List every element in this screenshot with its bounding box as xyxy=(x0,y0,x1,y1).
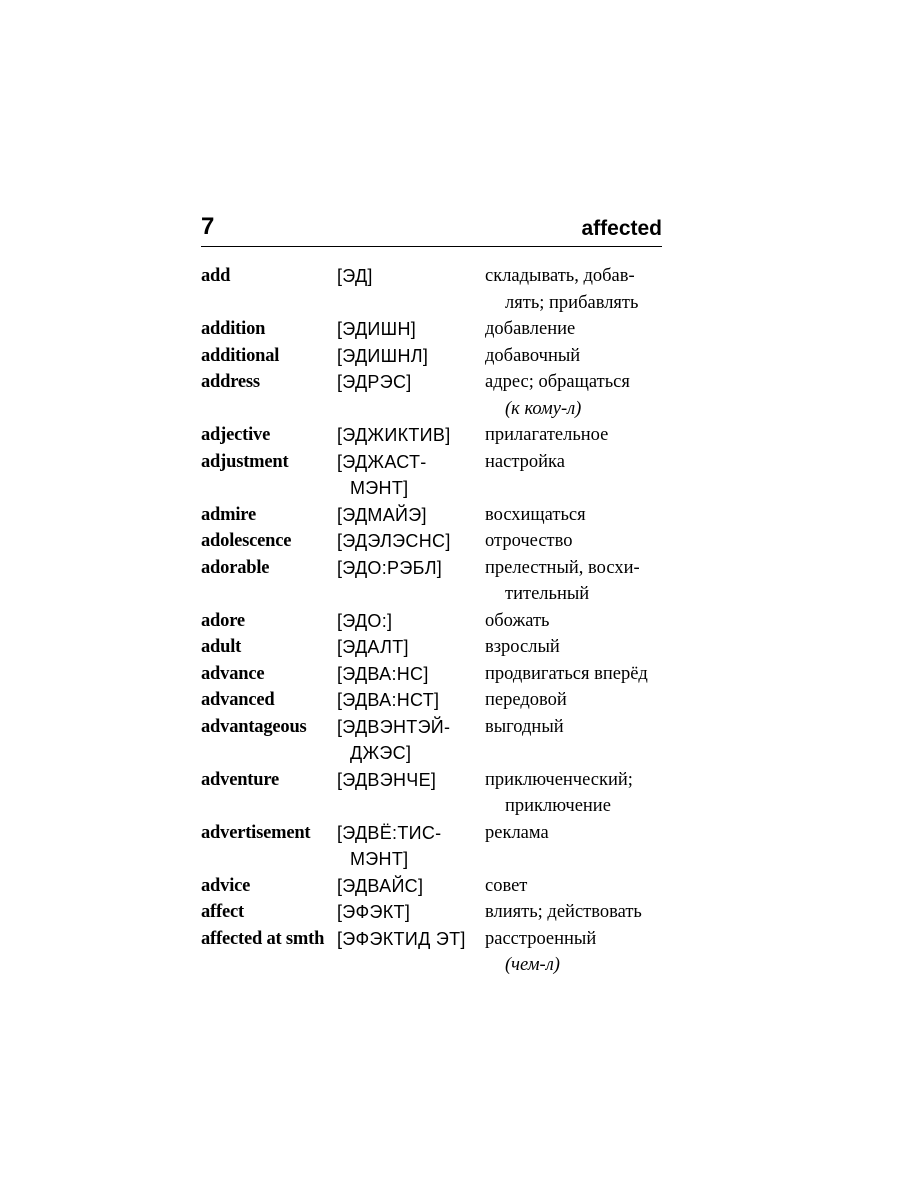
dictionary-entry xyxy=(201,422,671,449)
translation-line: приключенческий; xyxy=(485,769,633,790)
dictionary-entries xyxy=(201,263,671,979)
translation-line: совет xyxy=(485,875,528,896)
pronunciation xyxy=(337,608,485,635)
pronunciation-line: [ЭДМАЙЭ] xyxy=(337,504,427,525)
translation xyxy=(485,343,671,370)
headword: address xyxy=(201,372,260,392)
pronunciation-line: [ЭДЖИКТИВ] xyxy=(337,425,451,445)
running-head: affected xyxy=(581,217,662,240)
dictionary-entry xyxy=(201,369,671,422)
translation xyxy=(485,502,671,529)
dictionary-entry xyxy=(201,343,671,370)
translation xyxy=(485,634,671,661)
dictionary-entry xyxy=(201,608,671,635)
translation xyxy=(485,528,671,555)
pronunciation-line: [ЭДАЛТ] xyxy=(337,637,409,657)
translation-line: складывать, добав- xyxy=(485,266,635,286)
translation xyxy=(485,873,671,900)
headword: advice xyxy=(201,875,251,896)
pronunciation xyxy=(337,687,485,714)
pronunciation-line: [ЭДО:] xyxy=(337,610,393,631)
translation-line: добавление xyxy=(485,319,576,339)
translation xyxy=(485,687,671,714)
dictionary-entry xyxy=(201,316,671,343)
pronunciation xyxy=(337,422,485,449)
pronunciation xyxy=(337,634,485,661)
headword: adult xyxy=(201,637,242,657)
pronunciation xyxy=(337,316,485,343)
translation xyxy=(485,422,671,449)
pronunciation-line: ДЖЭС] xyxy=(350,743,412,763)
pronunciation-line: [ЭДВЭНЧЕ] xyxy=(337,769,437,790)
translation-line: выгодный xyxy=(485,716,564,737)
pronunciation-line: [ЭДО:РЭБЛ] xyxy=(337,557,443,578)
translation-line: расстроенный xyxy=(485,928,597,949)
dictionary-entry xyxy=(201,502,671,529)
translation xyxy=(485,555,671,608)
translation xyxy=(485,661,671,688)
headword: adorable xyxy=(201,557,270,578)
pronunciation xyxy=(337,555,485,582)
translation xyxy=(485,369,671,422)
pronunciation-line: [ЭД] xyxy=(337,266,373,286)
headword: adore xyxy=(201,610,245,631)
page-header xyxy=(201,210,662,247)
pronunciation xyxy=(337,502,485,529)
translation-line: настройка xyxy=(485,451,565,472)
headword: adventure xyxy=(201,769,280,790)
headword: adolescence xyxy=(201,531,292,551)
pronunciation-line: [ЭДРЭС] xyxy=(337,372,412,392)
dictionary-entry xyxy=(201,263,671,316)
headword: advertisement xyxy=(201,822,311,843)
dictionary-entry xyxy=(201,899,671,926)
pronunciation-line: [ЭДЖАСТ- xyxy=(337,451,427,472)
translation-line: (чем-л) xyxy=(505,955,560,975)
translation-line: прелестный, восхи- xyxy=(485,557,640,578)
translation-line: добавочный xyxy=(485,345,581,366)
translation-line: тительный xyxy=(505,584,590,604)
headword: add xyxy=(201,266,231,286)
translation-line: приключение xyxy=(505,796,611,816)
dictionary-entry xyxy=(201,873,671,900)
translation xyxy=(485,767,671,820)
pronunciation xyxy=(337,343,485,370)
pronunciation xyxy=(337,449,485,502)
pronunciation-line: [ЭДВА:НС] xyxy=(337,663,429,684)
dictionary-entry xyxy=(201,926,671,979)
headword: affect xyxy=(201,902,244,922)
pronunciation-line: [ЭДЭЛЭСНС] xyxy=(337,531,451,551)
headword: affected at smth xyxy=(201,928,325,949)
headword: advanced xyxy=(201,690,275,710)
translation xyxy=(485,449,671,476)
pronunciation xyxy=(337,873,485,900)
pronunciation-line: [ЭДВЁ:ТИС- xyxy=(337,822,442,843)
pronunciation-line: МЭНТ] xyxy=(350,478,409,498)
pronunciation-line: [ЭДИШН] xyxy=(337,319,417,339)
headword: advantageous xyxy=(201,716,307,737)
translation-line: восхищаться xyxy=(485,504,586,525)
translation xyxy=(485,899,671,926)
translation xyxy=(485,316,671,343)
translation-line: продвигаться вперёд xyxy=(485,663,648,684)
dictionary-entry xyxy=(201,555,671,608)
translation-line: обожать xyxy=(485,610,550,631)
pronunciation-line: [ЭДВА:НСТ] xyxy=(337,690,440,710)
headword: admire xyxy=(201,504,256,525)
headword: additional xyxy=(201,345,280,366)
headword: adjustment xyxy=(201,451,289,472)
headword: adjective xyxy=(201,425,271,445)
pronunciation xyxy=(337,926,485,953)
translation-line: лять; прибавлять xyxy=(505,292,639,313)
dictionary-entry xyxy=(201,528,671,555)
pronunciation-line: [ЭДВЭНТЭЙ- xyxy=(337,716,451,737)
translation-line: прилагательное xyxy=(485,425,609,445)
translation-line: передовой xyxy=(485,690,567,710)
pronunciation-line: [ЭФЭКТ] xyxy=(337,902,411,922)
headword: advance xyxy=(201,663,265,684)
dictionary-entry xyxy=(201,820,671,873)
pronunciation-line: [ЭДИШНЛ] xyxy=(337,345,429,366)
translation-line: взрослый xyxy=(485,637,560,657)
translation xyxy=(485,714,671,741)
dictionary-entry xyxy=(201,714,671,767)
translation xyxy=(485,608,671,635)
dictionary-entry xyxy=(201,767,671,820)
translation-line: влиять; действовать xyxy=(485,902,642,922)
pronunciation xyxy=(337,767,485,794)
translation-line: отрочество xyxy=(485,531,573,551)
pronunciation xyxy=(337,899,485,926)
translation-line: адрес; обращаться xyxy=(485,372,630,392)
dictionary-entry xyxy=(201,661,671,688)
pronunciation xyxy=(337,714,485,767)
pronunciation xyxy=(337,528,485,555)
translation xyxy=(485,820,671,847)
pronunciation-line: [ЭДВАЙС] xyxy=(337,875,424,896)
translation-line: реклама xyxy=(485,822,549,843)
pronunciation-line: МЭНТ] xyxy=(350,849,409,869)
pronunciation xyxy=(337,661,485,688)
headword: addition xyxy=(201,319,266,339)
translation xyxy=(485,263,671,316)
pronunciation-line: [ЭФЭКТИД ЭТ] xyxy=(337,928,466,949)
pronunciation xyxy=(337,369,485,396)
pronunciation xyxy=(337,263,485,290)
page-number: 7 xyxy=(201,213,215,240)
pronunciation xyxy=(337,820,485,873)
dictionary-entry xyxy=(201,634,671,661)
dictionary-entry xyxy=(201,449,671,502)
translation-line: (к кому-л) xyxy=(505,398,582,419)
dictionary-entry xyxy=(201,687,671,714)
translation xyxy=(485,926,671,979)
